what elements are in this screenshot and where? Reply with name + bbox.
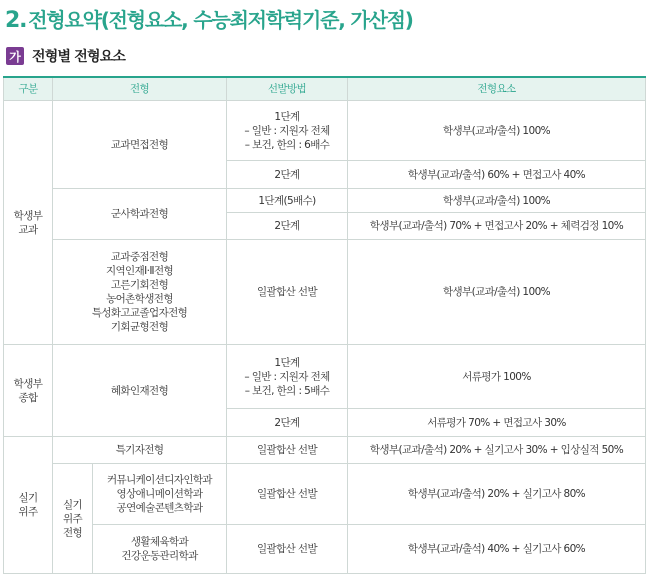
method-cell: 2단계 bbox=[227, 213, 348, 240]
elements-cell: 학생부(교과/출석) 70% + 면접고사 20% + 체력검정 10% bbox=[348, 213, 646, 240]
group-label-2: 학생부 종합 bbox=[4, 345, 53, 437]
table-row bbox=[4, 525, 646, 574]
section-title-text: 전형요약(전형요소, 수능최저학력기준, 가산점) bbox=[28, 8, 413, 32]
table-header-row bbox=[4, 77, 646, 101]
elements-cell: 학생부(교과/출석) 100% bbox=[348, 240, 646, 345]
type-cell: 군사학과전형 bbox=[53, 189, 227, 240]
elements-cell: 학생부(교과/출석) 20% + 실기고사 80% bbox=[348, 464, 646, 525]
elements-cell: 학생부(교과/출석) 20% + 실기고사 30% + 입상실적 50% bbox=[348, 437, 646, 464]
elements-cell: 학생부(교과/출석) 60% + 면접고사 40% bbox=[348, 161, 646, 189]
table-row bbox=[4, 345, 646, 409]
header-category: 구분 bbox=[4, 77, 53, 101]
table-row bbox=[4, 189, 646, 213]
elements-cell: 학생부(교과/출석) 40% + 실기고사 60% bbox=[348, 525, 646, 574]
header-elements: 전형요소 bbox=[348, 77, 646, 101]
elements-cell: 학생부(교과/출석) 100% bbox=[348, 101, 646, 161]
method-cell: 일괄합산 선발 bbox=[227, 525, 348, 574]
type-cell: 교과면접전형 bbox=[53, 101, 227, 189]
table-row bbox=[4, 437, 646, 464]
method-cell: 일괄합산 선발 bbox=[227, 464, 348, 525]
admission-elements-table bbox=[3, 76, 646, 574]
type-cell: 특기자전형 bbox=[53, 437, 227, 464]
method-cell: 1단계 – 일반 : 지원자 전체 – 보건, 한의 : 5배수 bbox=[227, 345, 348, 409]
section-title bbox=[5, 4, 413, 36]
section-number: 2. bbox=[5, 8, 27, 33]
subsection-tag: 가 bbox=[6, 47, 24, 65]
method-cell: 일괄합산 선발 bbox=[227, 437, 348, 464]
method-cell: 2단계 bbox=[227, 409, 348, 437]
header-method: 선발방법 bbox=[227, 77, 348, 101]
type-cell: 생활체육학과 건강운동관리학과 bbox=[93, 525, 227, 574]
header-type: 전형 bbox=[53, 77, 227, 101]
table-row bbox=[4, 464, 646, 525]
method-cell: 2단계 bbox=[227, 161, 348, 189]
group-label-1: 학생부 교과 bbox=[4, 101, 53, 345]
type-cell: 교과중점전형 지역인재Ⅰ·Ⅱ전형 고른기회전형 농어촌학생전형 특성화고교졸업자전형 기회균형전형 bbox=[53, 240, 227, 345]
elements-cell: 서류평가 70% + 면접고사 30% bbox=[348, 409, 646, 437]
subsection-title bbox=[6, 46, 125, 66]
method-cell: 1단계(5배수) bbox=[227, 189, 348, 213]
subsection-title-text: 전형별 전형요소 bbox=[32, 49, 126, 65]
type-cell: 혜화인재전형 bbox=[53, 345, 227, 437]
group-sub-label: 실기 위주 전형 bbox=[53, 464, 93, 574]
elements-cell: 서류평가 100% bbox=[348, 345, 646, 409]
table-row bbox=[4, 240, 646, 345]
type-cell: 커뮤니케이션디자인학과 영상애니메이션학과 공연예술콘텐츠학과 bbox=[93, 464, 227, 525]
group-label-3: 실기 위주 bbox=[4, 437, 53, 574]
table-row bbox=[4, 101, 646, 161]
elements-cell: 학생부(교과/출석) 100% bbox=[348, 189, 646, 213]
method-cell: 1단계 – 일반 : 지원자 전체 – 보건, 한의 : 6배수 bbox=[227, 101, 348, 161]
method-cell: 일괄합산 선발 bbox=[227, 240, 348, 345]
